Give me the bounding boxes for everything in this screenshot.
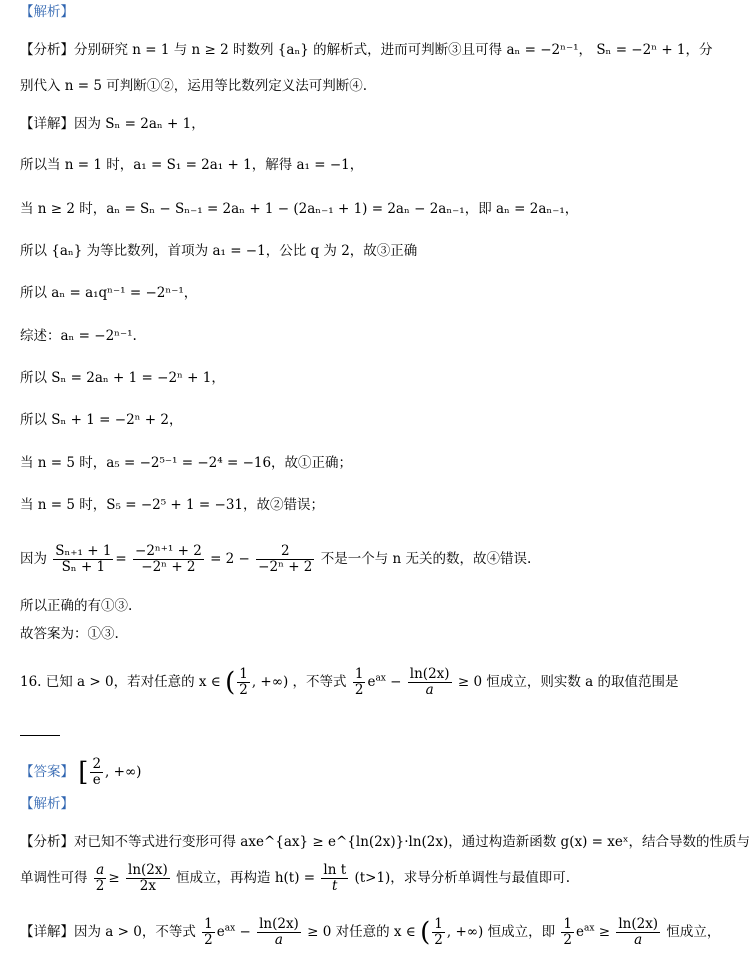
answer-blank <box>20 722 60 742</box>
fraction: $\frac{a}{2}$ <box>95 862 105 894</box>
detail-2-line: 【详解】因为 a > 0，不等式 $\frac{1}{2}$ $e^{ax}$ − $\frac{\ln(2x)}{a}$ ≥ 0 对任意的 x ∈ ( $\frac{1}{2}$ , +∞) 恒成立，即 $\frac{1}{2}$ $e^{ax}$ ≥ $\frac{\ln(2x)}{a}$ 恒成立， <box>20 916 721 948</box>
fraction: $\frac{\text{ln t}}{t}$ <box>323 862 347 894</box>
fraction: $\frac{\ln(2x)}{a}$ <box>259 916 299 948</box>
answer-tag: 【答案】 <box>20 764 74 780</box>
analysis-line-1: 【分析】分别研究 n = 1 与 n ≥ 2 时数列 {aₙ} 的解析式，进而可判断③且可得 aₙ = −2ⁿ⁻¹， Sₙ = −2ⁿ + 1，分 <box>20 42 713 58</box>
fraction: $\frac{1}{2}$ <box>354 666 364 698</box>
line-ratio: 因为 $\frac{\text{Sₙ₊₁ + 1}}{\text{Sₙ + 1}}$ = $\frac{\text{−2ⁿ⁺¹ + 2}}{\text{−2ⁿ + 2}}$ = 2 − $\frac{2}{\text{−2ⁿ + 2}}$ 不是一个与 n 无关的数，故④错误. <box>20 543 532 575</box>
line-an: 所以 aₙ = a₁qⁿ⁻¹ = −2ⁿ⁻¹， <box>20 285 198 301</box>
fraction: $\frac{\ln(2x)}{a}$ <box>618 916 659 948</box>
analysis-line-2: 别代入 n = 5 可判断①②，运用等比数列定义法可判断④. <box>20 78 368 94</box>
jiexi-tag: 【解析】 <box>20 4 74 20</box>
ratio-suffix: 不是一个与 n 无关的数，故④错误. <box>320 551 532 567</box>
line-summary: 综述：aₙ = −2ⁿ⁻¹. <box>20 328 137 344</box>
fraction: $\frac{1}{2}$ <box>239 666 248 698</box>
fraction: $\frac{\text{−2ⁿ⁺¹ + 2}}{\text{−2ⁿ + 2}}$ <box>135 543 202 575</box>
fraction: $\frac{1}{2}$ <box>563 916 572 948</box>
ratio-prefix: 因为 <box>20 551 47 567</box>
fraction: $\frac{\text{Sₙ₊₁ + 1}}{\text{Sₙ + 1}}$ <box>55 543 112 575</box>
question-16: 16. 已知 a > 0，若对任意的 x ∈ ( $\frac{1}{2}$ , +∞) ，不等式 $\frac{1}{2}$ $e^{ax}$ − $\frac{\ln(2x)}{a}$ ≥ 0 恒成立，则实数 a 的取值范围是 <box>20 666 679 698</box>
jiexi-tag-2: 【解析】 <box>20 796 74 812</box>
line-n2: 当 n ≥ 2 时，aₙ = Sₙ − Sₙ₋₁ = 2aₙ + 1 − (2aₙ₋₁ + 1) = 2aₙ − 2aₙ₋₁，即 aₙ = 2aₙ₋₁， <box>20 201 579 217</box>
fraction: $\frac{1}{2}$ <box>204 916 213 948</box>
line-s5: 当 n = 5 时，S₅ = −2⁵ + 1 = −31，故②错误； <box>20 497 324 513</box>
answer-line: 【答案】 [ $\frac{2}{e}$ , +∞) <box>20 756 142 788</box>
fraction: $\frac{2}{e}$ <box>92 756 102 788</box>
analysis-2-line-2: 单调性可得 $\frac{a}{2}$ ≥ $\frac{\ln(2x)}{2x}$ 恒成立，再构造 h(t) = $\frac{\text{ln t}}{t}$ (t>1)，求导分析单调性与最值即可. <box>20 862 571 894</box>
fraction: $\frac{\ln(2x)}{2x}$ <box>128 862 168 894</box>
line-correct: 所以正确的有①③. <box>20 598 133 614</box>
analysis-2-line-1: 【分析】对已知不等式进行变形可得 axe^{ax} ≥ e^{ln(2x)}·ln(2x)，通过构造新函数 g(x) = xeˣ，结合导数的性质与 <box>20 834 750 850</box>
line-a5: 当 n = 5 时，a₅ = −2⁵⁻¹ = −2⁴ = −16，故①正确； <box>20 455 353 471</box>
line-geo: 所以 {aₙ} 为等比数列，首项为 a₁ = −1，公比 q 为 2，故③正确 <box>20 243 418 259</box>
line-n1: 所以当 n = 1 时，a₁ = S₁ = 2a₁ + 1，解得 a₁ = −1， <box>20 157 364 173</box>
detail-line-1: 【详解】因为 Sₙ = 2aₙ + 1， <box>20 116 205 132</box>
fraction: $\frac{\ln(2x)}{a}$ <box>409 666 450 698</box>
fraction: $\frac{1}{2}$ <box>434 916 443 948</box>
line-sn1: 所以 Sₙ + 1 = −2ⁿ + 2， <box>20 412 183 428</box>
fraction: $\frac{2}{\text{−2ⁿ + 2}}$ <box>258 543 313 575</box>
line-answer: 故答案为：①③. <box>20 626 119 642</box>
line-sn: 所以 Sₙ = 2aₙ + 1 = −2ⁿ + 1， <box>20 370 225 386</box>
